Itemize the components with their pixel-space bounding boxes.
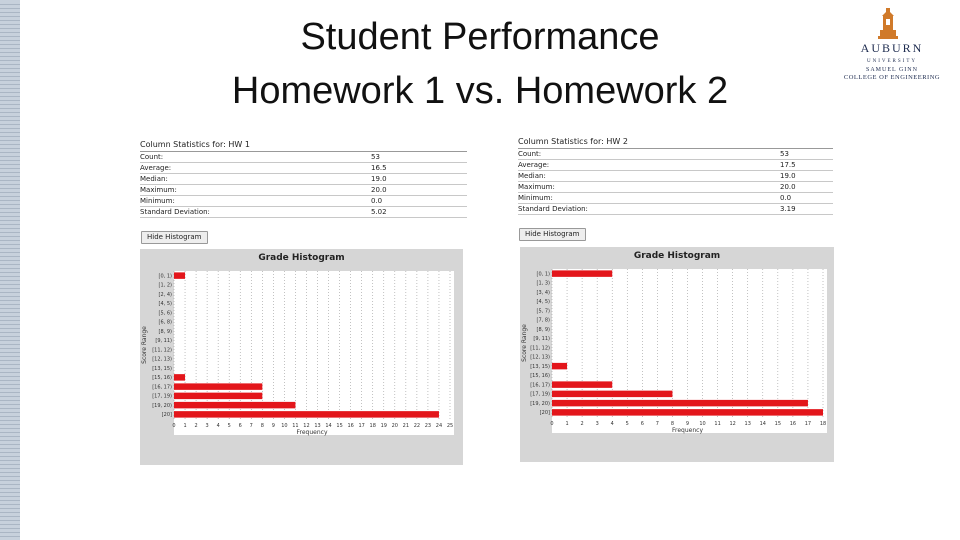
histogram-bar <box>174 411 439 417</box>
decorative-stripe <box>0 140 20 141</box>
svg-text:SAMUEL GINN: SAMUEL GINN <box>866 67 918 73</box>
decorative-stripe <box>0 44 20 45</box>
decorative-stripe <box>0 164 20 165</box>
y-tick-label: [12, 13) <box>530 354 550 361</box>
decorative-stripe <box>0 56 20 57</box>
x-tick-label: 20 <box>391 423 398 429</box>
y-tick-label: [11, 12) <box>152 347 172 354</box>
x-tick-label: 19 <box>380 423 387 429</box>
x-tick-label: 15 <box>774 421 782 427</box>
stat-value: 5.02 <box>371 208 387 216</box>
decorative-stripe <box>0 440 20 441</box>
decorative-stripe <box>0 52 20 53</box>
decorative-stripe <box>0 212 20 213</box>
x-tick-label: 14 <box>325 423 332 429</box>
decorative-stripe <box>0 188 20 189</box>
decorative-stripe <box>0 116 20 117</box>
y-tick-label: [16, 17) <box>530 382 550 389</box>
hide-histogram-button[interactable]: Hide Histogram <box>519 228 586 241</box>
stats-row <box>140 207 467 218</box>
stat-label: Median: <box>518 172 546 180</box>
x-tick-label: 0 <box>550 421 554 427</box>
decorative-stripe <box>0 376 20 377</box>
decorative-stripe <box>0 208 20 209</box>
decorative-stripe <box>0 8 20 9</box>
x-tick-label: 22 <box>413 423 421 429</box>
stats-row <box>518 149 833 160</box>
decorative-stripe <box>0 468 20 469</box>
x-tick-label: 15 <box>336 423 343 429</box>
y-tick-label: [17, 19) <box>530 391 550 398</box>
stat-label: Maximum: <box>518 183 555 191</box>
y-tick-label: [4, 5) <box>158 301 172 308</box>
decorative-stripe <box>0 392 20 393</box>
stats-row <box>140 185 467 196</box>
decorative-stripe <box>0 312 20 313</box>
x-tick-label: 12 <box>729 421 736 427</box>
x-tick-label: 12 <box>303 423 310 429</box>
decorative-stripe <box>0 148 20 149</box>
decorative-stripe <box>0 472 20 473</box>
stat-value: 20.0 <box>780 183 796 191</box>
decorative-stripe <box>0 36 20 37</box>
x-tick-label: 16 <box>347 423 354 429</box>
stat-label: Median: <box>140 175 168 183</box>
decorative-stripe <box>0 512 20 513</box>
y-tick-label: [8, 9) <box>536 326 550 333</box>
decorative-stripe <box>0 500 20 501</box>
decorative-stripe <box>0 64 20 65</box>
decorative-stripe <box>0 504 20 505</box>
decorative-stripe <box>0 408 20 409</box>
decorative-stripe <box>0 476 20 477</box>
decorative-stripe <box>0 448 20 449</box>
decorative-stripe <box>0 68 20 69</box>
y-tick-label: [16, 17) <box>152 384 172 391</box>
stat-label: Count: <box>140 153 164 161</box>
decorative-stripe <box>0 324 20 325</box>
decorative-stripe <box>0 156 20 157</box>
y-tick-label: [19, 20) <box>152 402 172 409</box>
x-tick-label: 0 <box>172 423 176 429</box>
y-tick-label: [1, 3) <box>536 280 550 287</box>
decorative-stripe <box>0 336 20 337</box>
stats-row <box>518 171 833 182</box>
histogram-title: Grade Histogram <box>258 253 345 263</box>
stat-label: Minimum: <box>140 197 175 205</box>
decorative-stripe <box>0 204 20 205</box>
decorative-stripe <box>0 400 20 401</box>
decorative-stripe <box>0 532 20 533</box>
decorative-stripe <box>0 216 20 217</box>
hw1-plot-area <box>174 271 454 435</box>
y-tick-label: [20] <box>161 412 172 419</box>
decorative-stripe <box>0 124 20 125</box>
decorative-stripe <box>0 60 20 61</box>
decorative-stripe <box>0 40 20 41</box>
stat-label: Minimum: <box>518 194 553 202</box>
decorative-stripe <box>0 372 20 373</box>
slide-title-line-1: Student Performance <box>300 16 660 58</box>
decorative-stripe <box>0 320 20 321</box>
y-tick-label: [7, 8) <box>536 317 550 324</box>
hw2-histogram <box>520 247 834 462</box>
x-tick-label: 8 <box>260 423 264 429</box>
decorative-stripe <box>0 144 20 145</box>
stat-value: 20.0 <box>371 186 387 194</box>
stat-label: Maximum: <box>140 186 177 194</box>
decorative-stripe <box>0 328 20 329</box>
histogram-bar <box>552 363 567 369</box>
decorative-stripe <box>0 524 20 525</box>
x-tick-label: 4 <box>610 421 614 427</box>
decorative-stripe <box>0 388 20 389</box>
y-axis-svg <box>520 247 552 433</box>
histogram-bar <box>552 400 808 406</box>
histogram-bar <box>174 272 185 278</box>
decorative-stripe <box>0 412 20 413</box>
decorative-stripe <box>0 296 20 297</box>
decorative-stripe <box>0 100 20 101</box>
svg-text:UNIVERSITY: UNIVERSITY <box>867 59 917 64</box>
decorative-stripe <box>0 260 20 261</box>
y-axis-svg <box>140 249 174 435</box>
svg-text:COLLEGE OF ENGINEERING: COLLEGE OF ENGINEERING <box>843 74 941 81</box>
y-tick-label: [13, 15) <box>152 365 172 372</box>
x-tick-label: 10 <box>281 423 288 429</box>
decorative-stripe <box>0 88 20 89</box>
stat-value: 3.19 <box>780 205 796 213</box>
histogram-bar <box>174 402 295 408</box>
y-axis-label: Score Range <box>521 324 528 362</box>
decorative-stripe <box>0 520 20 521</box>
decorative-stripe <box>0 284 20 285</box>
stats-row <box>140 152 467 163</box>
histogram-bar <box>552 391 672 397</box>
decorative-stripe <box>0 396 20 397</box>
stats-row <box>518 182 833 193</box>
decorative-stripe <box>0 428 20 429</box>
stats-row <box>518 160 833 171</box>
decorative-stripe <box>0 308 20 309</box>
decorative-stripe <box>0 32 20 33</box>
x-axis-label: Frequency <box>672 427 703 434</box>
stat-value: 19.0 <box>780 172 796 180</box>
x-tick-label: 21 <box>402 423 410 429</box>
x-tick-label: 5 <box>227 423 231 429</box>
hw2-stats-title: Column Statistics for: HW 2 <box>518 137 628 146</box>
y-tick-label: [9, 11) <box>533 336 550 343</box>
decorative-stripe <box>0 304 20 305</box>
y-tick-label: [6, 8) <box>158 319 172 326</box>
x-tick-label: 9 <box>685 421 690 427</box>
decorative-stripe <box>0 268 20 269</box>
decorative-stripe <box>0 356 20 357</box>
x-tick-label: 13 <box>314 423 321 429</box>
decorative-stripe <box>0 460 20 461</box>
x-tick-label: 1 <box>565 421 569 427</box>
x-tick-label: 25 <box>446 423 454 429</box>
decorative-stripe <box>0 276 20 277</box>
decorative-stripe <box>0 76 20 77</box>
decorative-stripe <box>0 452 20 453</box>
decorative-stripe <box>0 236 20 237</box>
stat-value: 0.0 <box>371 197 383 205</box>
y-tick-label: [5, 6) <box>158 310 172 317</box>
stats-row <box>518 193 833 204</box>
hw1-stats-title: Column Statistics for: HW 1 <box>140 140 250 149</box>
stat-value: 53 <box>780 150 789 158</box>
decorative-stripe <box>0 176 20 177</box>
y-tick-label: [5, 7) <box>536 308 550 315</box>
x-tick-label: 1 <box>183 423 187 429</box>
y-tick-label: [8, 9) <box>158 328 172 335</box>
decorative-stripe <box>0 228 20 229</box>
x-tick-label: 10 <box>699 421 706 427</box>
decorative-stripe <box>0 112 20 113</box>
decorative-stripe <box>0 492 20 493</box>
decorative-stripe <box>0 232 20 233</box>
decorative-stripe <box>0 288 20 289</box>
y-tick-label: [3, 4) <box>536 289 550 296</box>
decorative-stripe <box>0 484 20 485</box>
decorative-stripe <box>0 192 20 193</box>
x-tick-label: 23 <box>424 423 432 429</box>
y-axis-label: Score Range <box>141 326 148 364</box>
x-tick-label: 6 <box>238 423 242 429</box>
decorative-stripe <box>0 220 20 221</box>
y-tick-label: [11, 12) <box>530 345 550 352</box>
y-tick-label: [19, 20) <box>530 400 550 407</box>
decorative-stripe <box>0 92 20 93</box>
decorative-stripe <box>0 292 20 293</box>
x-tick-label: 5 <box>625 421 629 427</box>
decorative-stripe <box>0 316 20 317</box>
decorative-stripe <box>0 464 20 465</box>
stats-row <box>140 196 467 207</box>
decorative-stripe <box>0 160 20 161</box>
decorative-stripe <box>0 360 20 361</box>
decorative-stripe <box>0 12 20 13</box>
decorative-stripe <box>0 84 20 85</box>
y-tick-label: [4, 5) <box>536 299 550 306</box>
hw2-stats-table <box>518 148 833 215</box>
decorative-stripe <box>0 16 20 17</box>
decorative-stripe <box>0 508 20 509</box>
decorative-stripe <box>0 252 20 253</box>
y-tick-label: [13, 15) <box>530 363 550 370</box>
stats-row <box>518 204 833 215</box>
x-tick-label: 7 <box>655 421 659 427</box>
x-tick-label: 6 <box>640 421 644 427</box>
histogram-bar <box>174 374 185 380</box>
x-tick-label: 2 <box>580 421 584 427</box>
decorative-stripe <box>0 240 20 241</box>
decorative-stripe <box>0 184 20 185</box>
decorative-stripe <box>0 136 20 137</box>
x-tick-label: 17 <box>804 421 812 427</box>
auburn-logo <box>830 6 955 84</box>
histogram-bar <box>552 381 612 387</box>
decorative-stripe <box>0 424 20 425</box>
y-tick-label: [1, 2) <box>158 282 172 289</box>
decorative-stripe <box>0 384 20 385</box>
decorative-stripe <box>0 272 20 273</box>
decorative-stripe <box>0 352 20 353</box>
decorative-stripe <box>0 128 20 129</box>
stat-label: Count: <box>518 150 542 158</box>
x-tick-label: 9 <box>271 423 275 429</box>
x-tick-label: 11 <box>292 423 299 429</box>
decorative-stripe <box>0 368 20 369</box>
histogram-bar <box>174 383 262 389</box>
x-tick-label: 3 <box>205 423 209 429</box>
x-tick-label: 16 <box>789 421 797 427</box>
decorative-stripe <box>0 256 20 257</box>
decorative-stripe <box>0 108 20 109</box>
decorative-stripe <box>0 516 20 517</box>
decorative-stripe <box>0 416 20 417</box>
decorative-stripe <box>0 180 20 181</box>
decorative-stripe <box>0 404 20 405</box>
decorative-stripe <box>0 348 20 349</box>
decorative-stripe <box>0 264 20 265</box>
x-tick-label: 13 <box>744 421 751 427</box>
y-tick-label: [9, 11) <box>155 338 172 345</box>
stat-label: Standard Deviation: <box>518 205 588 213</box>
decorative-stripe <box>0 488 20 489</box>
histogram-svg <box>174 271 454 435</box>
hw1-stats-table <box>140 151 467 218</box>
stat-value: 16.5 <box>371 164 387 172</box>
decorative-stripe <box>0 480 20 481</box>
decorative-stripe <box>0 300 20 301</box>
stat-label: Average: <box>140 164 172 172</box>
decorative-stripe <box>0 72 20 73</box>
y-tick-label: [17, 19) <box>152 393 172 400</box>
svg-text:AUBURN: AUBURN <box>860 41 924 55</box>
decorative-stripe <box>0 496 20 497</box>
decorative-stripe <box>0 444 20 445</box>
hw1-histogram <box>140 249 463 465</box>
decorative-stripe <box>0 104 20 105</box>
decorative-stripe <box>0 280 20 281</box>
decorative-stripe <box>0 456 20 457</box>
left-decorative-bar <box>0 0 20 540</box>
decorative-stripe <box>0 4 20 5</box>
stat-value: 0.0 <box>780 194 792 202</box>
decorative-stripe <box>0 24 20 25</box>
decorative-stripe <box>0 200 20 201</box>
decorative-stripe <box>0 196 20 197</box>
decorative-stripe <box>0 248 20 249</box>
decorative-stripe <box>0 432 20 433</box>
x-tick-label: 3 <box>595 421 599 427</box>
x-tick-label: 24 <box>435 423 443 429</box>
stats-row <box>140 174 467 185</box>
decorative-stripe <box>0 168 20 169</box>
decorative-stripe <box>0 48 20 49</box>
decorative-stripe <box>0 344 20 345</box>
hw2-plot-area <box>552 269 827 433</box>
decorative-stripe <box>0 120 20 121</box>
y-tick-label: [15, 16) <box>152 375 172 382</box>
decorative-stripe <box>0 28 20 29</box>
decorative-stripe <box>0 528 20 529</box>
decorative-stripe <box>0 340 20 341</box>
stat-value: 19.0 <box>371 175 387 183</box>
x-axis-label: Frequency <box>296 429 328 436</box>
decorative-stripe <box>0 132 20 133</box>
y-tick-label: [0, 1) <box>158 273 172 280</box>
decorative-stripe <box>0 364 20 365</box>
x-tick-label: 8 <box>670 421 675 427</box>
decorative-stripe <box>0 172 20 173</box>
histogram-title: Grade Histogram <box>633 251 721 261</box>
x-tick-label: 18 <box>819 421 827 427</box>
y-tick-label: [15, 16) <box>530 373 550 380</box>
decorative-stripe <box>0 244 20 245</box>
x-tick-label: 7 <box>249 423 253 429</box>
slide-title-line-2: Homework 1 vs. Homework 2 <box>231 70 729 112</box>
stat-value: 53 <box>371 153 380 161</box>
histogram-bar <box>552 409 823 415</box>
y-tick-label: [0, 1) <box>536 271 550 278</box>
decorative-stripe <box>0 332 20 333</box>
stat-label: Standard Deviation: <box>140 208 210 216</box>
x-tick-label: 4 <box>216 423 220 429</box>
y-tick-label: [20] <box>539 410 550 417</box>
stats-row <box>140 163 467 174</box>
histogram-svg <box>552 269 827 433</box>
decorative-stripe <box>0 536 20 537</box>
stat-label: Average: <box>518 161 550 169</box>
decorative-stripe <box>0 96 20 97</box>
decorative-stripe <box>0 80 20 81</box>
x-tick-label: 18 <box>369 423 376 429</box>
x-tick-label: 14 <box>759 421 766 427</box>
stat-value: 17.5 <box>780 161 796 169</box>
decorative-stripe <box>0 380 20 381</box>
y-tick-label: [2, 4) <box>158 291 172 298</box>
x-tick-label: 17 <box>358 423 365 429</box>
decorative-stripe <box>0 436 20 437</box>
histogram-bar <box>174 393 262 399</box>
auburn-tower-icon <box>830 6 955 84</box>
x-tick-label: 11 <box>714 421 721 427</box>
hide-histogram-button[interactable]: Hide Histogram <box>141 231 208 244</box>
decorative-stripe <box>0 20 20 21</box>
histogram-bar <box>552 270 612 276</box>
decorative-stripe <box>0 420 20 421</box>
decorative-stripe <box>0 224 20 225</box>
x-tick-label: 2 <box>194 423 198 429</box>
y-tick-label: [12, 13) <box>152 356 172 363</box>
decorative-stripe <box>0 152 20 153</box>
